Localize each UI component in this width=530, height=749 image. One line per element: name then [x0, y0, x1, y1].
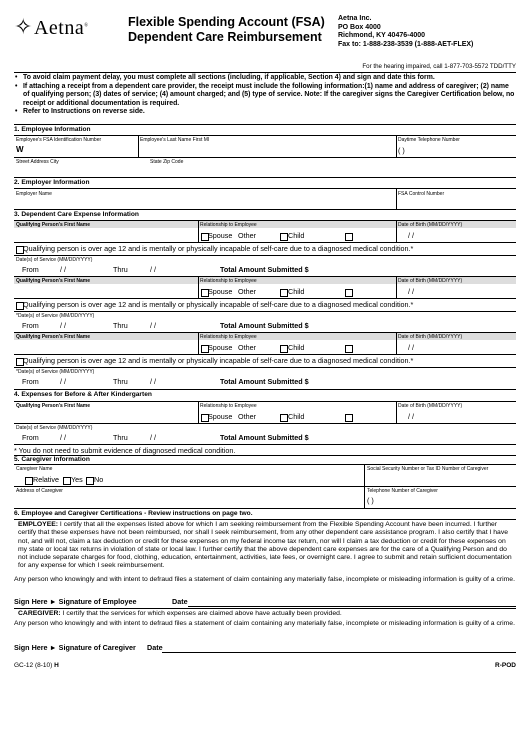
title-line-2: Dependent Care Reimbursement: [128, 30, 322, 44]
relationship-label: Relationship to Employee: [200, 222, 257, 228]
employee-fraud-warning: [14, 576, 516, 584]
aetna-logo: ✧Aetna®: [14, 14, 89, 39]
employee-name-field[interactable]: [140, 144, 395, 156]
divider: [14, 135, 516, 136]
daytime-phone-field[interactable]: ( ): [398, 146, 405, 155]
qualifying-name-label: Qualifying Person's First Name: [16, 403, 90, 409]
child-label: Child: [288, 287, 305, 296]
child-checkbox[interactable]: [345, 233, 353, 241]
spouse-label: Spouse: [208, 231, 233, 240]
divider: [14, 177, 516, 178]
employer-name-field[interactable]: [16, 197, 394, 208]
caregiver-cert-text: I certify that the services for which expenses are claimed above have actually been provided.: [60, 610, 342, 617]
divider: [396, 276, 397, 298]
employee-cert-text: I certify that all the expenses listed above for which I am seeking reimbursement from the Flexible Spending Account have been incurred. I further certify that these expenses have not been reimbursed, nor shall I seek reimbursement, from any other dependent care assistance program. I also certify that I have not, and will not, claim a tax deduction or credit for these expenses on my federal income tax return, nor will I claim a tax deduction or credit for these expenses on my state or local tax returns in violation of state or local law. I further certify that the above dependent care expenses are for the care of a Qualifying Person and do not include separate charges for food, clothing, education, entertainment, activities, late fees, or overnight care. I agree to submit and retain sufficient documentation for any expense for which I seek reimbursement.: [18, 521, 512, 570]
dob-label: Date of Birth (MM/DD/YYYY): [398, 222, 463, 228]
caregiver-address-label: Address of Caregiver: [16, 488, 63, 494]
divider: [364, 464, 365, 486]
from-label: From: [22, 377, 39, 386]
dob-field[interactable]: / /: [408, 412, 414, 421]
fraud-warning-text: Any person who knowingly and with intent to defraud files a statement of claim containing any materially false, incomplete or misleading information is guilty of a crime.: [14, 576, 515, 583]
divider: [14, 332, 516, 333]
fsa-control-label: FSA Control Number: [398, 191, 445, 197]
child-label: Child: [288, 231, 305, 240]
divider: [14, 354, 516, 355]
other-checkbox[interactable]: [280, 289, 288, 297]
hearing-impaired-note: For the hearing impaired, call 1-877-703-5572 TDD/TTY: [362, 63, 516, 70]
qualifying-name-label: Qualifying Person's First Name: [16, 334, 90, 340]
employer-name-label: Employer Name: [16, 191, 52, 197]
child-checkbox[interactable]: [345, 345, 353, 353]
employee-sign-label: Sign Here ► Signature of Employee: [14, 597, 137, 606]
instruction-item: If attaching a receipt from a dependent care provider, the receipt must include the following information:(1) name and address of caregiver; (2) name of qualifying person; (3) dates of service; (4) amount charged; and (5) type of service. Note: If the caregiver signs the Caregiver Certification below, no receipt or additional documentation is required.: [23, 82, 515, 107]
caregiver-ssn-label: Social Security Number or Tax ID Number of Caregiver: [367, 466, 489, 472]
thru-label: Thru: [113, 321, 128, 330]
dates-of-service-label: *Date(s) of Service (MM/DD/YYYY): [16, 369, 95, 375]
total-amount-label: Total Amount Submitted $: [220, 377, 309, 386]
divider: [14, 464, 516, 465]
divider: [14, 519, 516, 520]
section-6-heading: 6. Employee and Caregiver Certifications - Review instructions on page two.: [14, 510, 253, 517]
fax-line: Fax to: 1-888-238-3539 (1-888-AET-FLEX): [338, 41, 474, 49]
instruction-item: To avoid claim payment delay, you must complete all sections (including, if applicable, Section 4) and sign and date this form.: [23, 74, 435, 81]
dob-field[interactable]: / /: [408, 343, 414, 352]
divider: [14, 401, 516, 402]
form-id: [14, 662, 59, 669]
qualifying-name-label: Qualifying Person's First Name: [16, 278, 90, 284]
divider: [14, 209, 516, 210]
divider: [198, 401, 199, 423]
total-amount-label: Total Amount Submitted $: [220, 265, 309, 274]
address-field[interactable]: [16, 165, 514, 176]
section-1-heading: 1. Employee Information: [14, 126, 91, 133]
relative-checkbox[interactable]: [25, 477, 33, 485]
incapable-text: Qualifying person is over age 12 and is mentally or physically incapable of self-care due to a diagnosed medical condition.*: [23, 300, 414, 309]
thru-date-field[interactable]: / /: [150, 377, 156, 386]
dates-of-service-label: *Date(s) of Service (MM/DD/YYYY): [16, 313, 95, 319]
fsa-id-field[interactable]: W: [16, 145, 24, 154]
from-date-field[interactable]: / /: [60, 433, 66, 442]
qualifying-name-field[interactable]: [16, 229, 196, 240]
yes-label: Yes: [71, 475, 83, 484]
divider: [14, 242, 516, 243]
employee-date-label: Date: [172, 597, 188, 606]
relationship-label: Relationship to Employee: [200, 334, 257, 340]
form-id-suffix: H: [54, 662, 59, 669]
fraud-warning-text: Any person who knowingly and with intent to defraud files a statement of claim containing any materially false, incomplete or misleading information is guilty of a crime.: [14, 620, 515, 627]
no-label: No: [94, 475, 104, 484]
caregiver-phone-field[interactable]: ( ): [367, 496, 374, 505]
logo-text: Aetna: [33, 17, 85, 39]
divider: [14, 220, 516, 221]
qualifying-name-field[interactable]: [16, 341, 196, 352]
section-5-heading: 5. Caregiver Information: [14, 456, 90, 463]
mailing-address: [338, 15, 473, 50]
dob-label: Date of Birth (MM/DD/YYYY): [398, 334, 463, 340]
thru-date-field[interactable]: / /: [150, 265, 156, 274]
spouse-label: Spouse: [208, 412, 233, 421]
divider: [14, 608, 516, 609]
total-amount-field[interactable]: [322, 264, 512, 274]
divider: [396, 188, 397, 209]
divider: [14, 389, 516, 390]
thru-label: Thru: [113, 265, 128, 274]
divider: [162, 652, 516, 653]
state-zip-label: State Zip Code: [150, 159, 184, 165]
caregiver-fraud-warning: [14, 620, 516, 628]
divider: [14, 72, 516, 73]
divider: [198, 332, 199, 354]
caregiver-cert-label: CAREGIVER:: [18, 610, 61, 617]
fsa-id-label: Employee's FSA Identification Number: [16, 137, 102, 143]
form-code: R-POD: [495, 662, 516, 669]
medical-evidence-note: * You do not need to submit evidence of diagnosed medical condition.: [14, 446, 236, 455]
thru-label: Thru: [113, 377, 128, 386]
no-checkbox[interactable]: [86, 477, 94, 485]
relationship-label: Relationship to Employee: [200, 278, 257, 284]
thru-label: Thru: [113, 433, 128, 442]
divider: [188, 606, 516, 607]
caregiver-name-label: Caregiver Name: [16, 466, 53, 472]
spouse-label: Spouse: [208, 343, 233, 352]
divider: [198, 276, 199, 298]
dates-of-service-label: Date(s) of Service (MM/DD/YYYY): [16, 257, 93, 263]
instructions: • To avoid claim payment delay, you must complete all sections (including, if applicable, Section 4) and sign and date this form. • If attaching a receipt from a dependent care provider, the receipt must include the following information:(1) name and address of caregiver; (2) name of qualifying person; (3) dates of service; (4) amount charged; and (5) type of service. Note: If the caregiver signs the Caregiver Certification below, no receipt or additional documentation is required. • Refer to Instructions on reverse side.: [15, 74, 515, 116]
section-2-heading: 2. Employer Information: [14, 179, 90, 186]
address-line: PO Box 4000: [338, 23, 381, 31]
instruction-item: Refer to Instructions on reverse side.: [23, 108, 145, 116]
divider: [14, 367, 516, 368]
child-label: Child: [288, 343, 305, 352]
daytime-phone-label: Daytime Telephone Number: [398, 137, 460, 143]
other-checkbox[interactable]: [280, 345, 288, 353]
total-amount-field[interactable]: [322, 376, 512, 386]
dob-label: Date of Birth (MM/DD/YYYY): [398, 278, 463, 284]
other-checkbox[interactable]: [280, 233, 288, 241]
from-date-field[interactable]: / /: [60, 377, 66, 386]
divider: [396, 135, 397, 157]
relative-label: Relative: [33, 475, 59, 484]
from-date-field[interactable]: / /: [60, 321, 66, 330]
divider: [396, 332, 397, 354]
divider: [396, 220, 397, 242]
form-id-text: GC-12 (8-10): [14, 662, 55, 669]
divider: [14, 298, 516, 299]
caregiver-phone-label: Telephone Number of Caregiver: [367, 488, 438, 494]
child-checkbox[interactable]: [345, 289, 353, 297]
incapable-text: Qualifying person is over age 12 and is mentally or physically incapable of self-care due to a diagnosed medical condition.*: [23, 244, 414, 253]
divider: [396, 401, 397, 423]
total-amount-label: Total Amount Submitted $: [220, 321, 309, 330]
address-line: Aetna Inc.: [338, 15, 372, 22]
divider: [198, 220, 199, 242]
divider: [14, 157, 516, 158]
employee-date-field[interactable]: [190, 596, 510, 606]
divider: [14, 124, 516, 125]
divider: [14, 188, 516, 189]
dob-field[interactable]: / /: [408, 287, 414, 296]
qualifying-name-label: Qualifying Person's First Name: [16, 222, 90, 228]
caregiver-certification: [14, 610, 516, 618]
caregiver-date-field[interactable]: [165, 642, 510, 652]
yes-checkbox[interactable]: [63, 477, 71, 485]
total-amount-field[interactable]: [322, 320, 512, 330]
form-title: [128, 15, 325, 45]
section-3-heading: 3. Dependent Care Expense Information: [14, 211, 139, 218]
from-label: From: [22, 265, 39, 274]
other-label: Other: [238, 412, 256, 421]
address-line: Richmond, KY 40476-4000: [338, 32, 426, 40]
spouse-label: Spouse: [208, 287, 233, 296]
caregiver-signature-field[interactable]: [140, 642, 144, 652]
employee-certification: [14, 521, 516, 571]
from-date-field[interactable]: / /: [60, 265, 66, 274]
caregiver-ssn-field[interactable]: [367, 472, 513, 484]
divider: [14, 508, 516, 509]
street-address-label: Street Address City: [16, 159, 59, 165]
incapable-text: Qualifying person is over age 12 and is mentally or physically incapable of self-care due to a diagnosed medical condition.*: [23, 356, 414, 365]
employee-name-label: Employee's Last Name First MI: [140, 137, 210, 143]
other-checkbox[interactable]: [280, 414, 288, 422]
divider: [14, 276, 516, 277]
other-label: Other: [238, 231, 256, 240]
child-checkbox[interactable]: [345, 414, 353, 422]
thru-date-field[interactable]: / /: [150, 433, 156, 442]
dob-label: Date of Birth (MM/DD/YYYY): [398, 403, 463, 409]
thru-date-field[interactable]: / /: [150, 321, 156, 330]
caregiver-address-field[interactable]: [16, 494, 362, 506]
other-label: Other: [238, 287, 256, 296]
fsa-control-field[interactable]: [398, 197, 513, 208]
other-label: Other: [238, 343, 256, 352]
dob-field[interactable]: / /: [408, 231, 414, 240]
divider: [14, 444, 516, 445]
qualifying-name-field[interactable]: [16, 285, 196, 296]
qualifying-name-field[interactable]: [16, 410, 196, 421]
divider: [14, 486, 516, 487]
title-line-1: Flexible Spending Account (FSA): [128, 15, 325, 29]
relationship-label: Relationship to Employee: [200, 403, 257, 409]
divider: [14, 255, 516, 256]
from-label: From: [22, 321, 39, 330]
employee-cert-label: EMPLOYEE:: [18, 521, 59, 528]
divider: [138, 135, 139, 157]
divider: [14, 311, 516, 312]
caregiver-sign-label: Sign Here ► Signature of Caregiver: [14, 643, 136, 652]
employee-signature-field[interactable]: [142, 596, 170, 606]
caregiver-date-label: Date: [147, 643, 163, 652]
section-4-heading: 4. Expenses for Before & After Kindergarten: [14, 391, 152, 398]
aetna-swoosh-icon: ✧: [14, 14, 33, 39]
total-amount-field[interactable]: [322, 432, 512, 442]
divider: [364, 486, 365, 508]
dates-of-service-label: Date(s) of Service (MM/DD/YYYY): [16, 425, 93, 431]
from-label: From: [22, 433, 39, 442]
child-label: Child: [288, 412, 305, 421]
total-amount-label: Total Amount Submitted $: [220, 433, 309, 442]
divider: [14, 423, 516, 424]
